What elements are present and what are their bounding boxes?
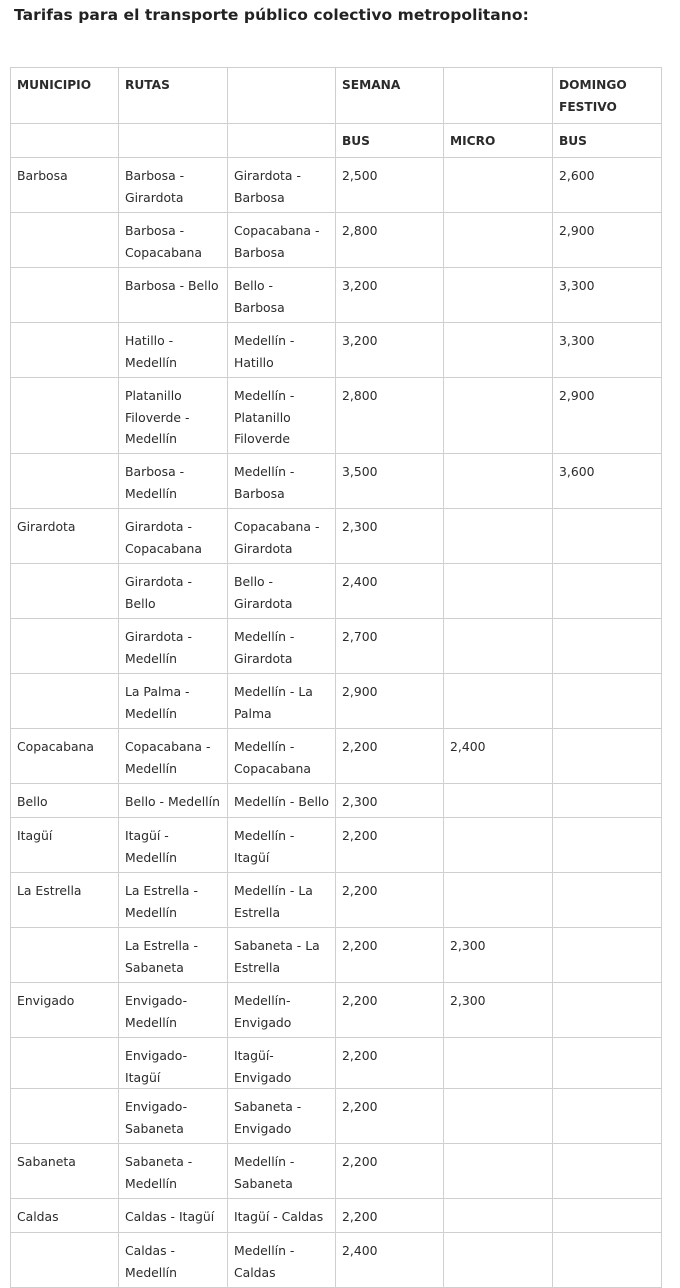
cell-ruta-ida: Caldas - Itagüí <box>119 1199 228 1233</box>
cell-domingo-bus <box>553 928 662 983</box>
table-row <box>11 1038 662 1089</box>
cell-semana-micro <box>444 674 553 729</box>
cell-ruta-vuelta: Medellín - Bello <box>228 784 336 818</box>
cell-ruta-ida: Barbosa - Medellín <box>119 454 228 509</box>
table-row <box>11 983 662 1038</box>
table-row <box>11 729 662 784</box>
cell-ruta-vuelta: Medellín - La Palma <box>228 674 336 729</box>
cell-semana-micro <box>444 1199 553 1233</box>
table-row <box>11 158 662 213</box>
cell-ruta-ida: Envigado- Medellín <box>119 983 228 1038</box>
cell-domingo-bus <box>553 1144 662 1199</box>
cell-ruta-vuelta: Medellín - La Estrella <box>228 873 336 928</box>
cell-ruta-vuelta: Copacabana - Barbosa <box>228 213 336 268</box>
cell-domingo-bus <box>553 1089 662 1144</box>
subheader-empty-1 <box>11 124 119 158</box>
cell-municipio <box>11 268 119 323</box>
cell-semana-bus: 2,200 <box>336 1144 444 1199</box>
cell-ruta-vuelta: Sabaneta - Envigado <box>228 1089 336 1144</box>
cell-municipio: Copacabana <box>11 729 119 784</box>
cell-ruta-vuelta: Medellín - Copacabana <box>228 729 336 784</box>
cell-semana-bus: 2,400 <box>336 564 444 619</box>
cell-municipio <box>11 674 119 729</box>
cell-ruta-ida: Barbosa - Girardota <box>119 158 228 213</box>
table-row <box>11 323 662 378</box>
table-row <box>11 619 662 674</box>
cell-municipio: Itagüí <box>11 818 119 873</box>
cell-ruta-ida: Barbosa - Copacabana <box>119 213 228 268</box>
cell-ruta-ida: Envigado-Itagüí <box>119 1038 228 1089</box>
cell-ruta-ida: Barbosa - Bello <box>119 268 228 323</box>
cell-semana-micro <box>444 619 553 674</box>
cell-semana-bus: 2,400 <box>336 1233 444 1288</box>
cell-municipio <box>11 1233 119 1288</box>
fares-table <box>10 67 662 1288</box>
cell-semana-micro <box>444 454 553 509</box>
subheader-micro: MICRO <box>444 124 553 158</box>
table-row <box>11 454 662 509</box>
page-title: Tarifas para el transporte público colectivo metropolitano: <box>14 6 529 24</box>
cell-ruta-vuelta: Medellín - Hatillo <box>228 323 336 378</box>
cell-semana-micro <box>444 213 553 268</box>
cell-municipio: Envigado <box>11 983 119 1038</box>
cell-ruta-vuelta: Medellín - Platanillo Filoverde <box>228 378 336 454</box>
cell-semana-micro <box>444 378 553 454</box>
table-row <box>11 1089 662 1144</box>
cell-domingo-bus <box>553 509 662 564</box>
table-row <box>11 818 662 873</box>
cell-semana-bus: 3,200 <box>336 268 444 323</box>
table-row <box>11 1144 662 1199</box>
cell-semana-bus: 2,200 <box>336 1038 444 1089</box>
table-row <box>11 378 662 454</box>
subheader-empty-2 <box>119 124 228 158</box>
cell-municipio: Girardota <box>11 509 119 564</box>
table-row <box>11 268 662 323</box>
subheader-bus: BUS <box>336 124 444 158</box>
cell-municipio <box>11 1038 119 1089</box>
cell-domingo-bus <box>553 873 662 928</box>
table-row <box>11 564 662 619</box>
cell-domingo-bus <box>553 784 662 818</box>
cell-domingo-bus: 2,600 <box>553 158 662 213</box>
cell-municipio <box>11 928 119 983</box>
cell-ruta-ida: Hatillo - Medellín <box>119 323 228 378</box>
cell-ruta-ida: Itagüí - Medellín <box>119 818 228 873</box>
cell-semana-bus: 2,200 <box>336 729 444 784</box>
cell-ruta-vuelta: Girardota - Barbosa <box>228 158 336 213</box>
cell-semana-bus: 2,200 <box>336 928 444 983</box>
cell-municipio: Bello <box>11 784 119 818</box>
cell-domingo-bus: 3,600 <box>553 454 662 509</box>
cell-domingo-bus: 2,900 <box>553 213 662 268</box>
cell-domingo-bus <box>553 1233 662 1288</box>
cell-semana-micro <box>444 784 553 818</box>
cell-semana-micro <box>444 509 553 564</box>
cell-ruta-vuelta: Bello - Girardota <box>228 564 336 619</box>
cell-semana-micro: 2,300 <box>444 928 553 983</box>
cell-ruta-ida: La Palma - Medellín <box>119 674 228 729</box>
cell-ruta-ida: Envigado- Sabaneta <box>119 1089 228 1144</box>
cell-ruta-ida: Girardota - Bello <box>119 564 228 619</box>
cell-domingo-bus <box>553 564 662 619</box>
cell-ruta-vuelta: Medellín- Envigado <box>228 983 336 1038</box>
cell-municipio: Barbosa <box>11 158 119 213</box>
cell-ruta-ida: Caldas - Medellín <box>119 1233 228 1288</box>
cell-semana-bus: 2,900 <box>336 674 444 729</box>
cell-ruta-vuelta: Bello - Barbosa <box>228 268 336 323</box>
table-row <box>11 213 662 268</box>
cell-semana-micro: 2,400 <box>444 729 553 784</box>
cell-municipio <box>11 323 119 378</box>
cell-domingo-bus: 3,300 <box>553 323 662 378</box>
cell-semana-bus: 2,200 <box>336 818 444 873</box>
header-semana-micro <box>444 68 553 124</box>
table-row <box>11 674 662 729</box>
cell-municipio <box>11 1089 119 1144</box>
cell-semana-micro <box>444 1233 553 1288</box>
cell-semana-bus: 2,700 <box>336 619 444 674</box>
cell-semana-bus: 2,200 <box>336 1199 444 1233</box>
cell-ruta-vuelta: Itagüí - Caldas <box>228 1199 336 1233</box>
cell-semana-bus: 2,300 <box>336 509 444 564</box>
table-row <box>11 873 662 928</box>
cell-semana-bus: 2,200 <box>336 1089 444 1144</box>
cell-ruta-ida: Platanillo Filoverde - Medellín <box>119 378 228 454</box>
cell-semana-bus: 2,500 <box>336 158 444 213</box>
cell-ruta-ida: La Estrella - Sabaneta <box>119 928 228 983</box>
cell-municipio: La Estrella <box>11 873 119 928</box>
cell-semana-micro: 2,300 <box>444 983 553 1038</box>
cell-semana-bus: 2,800 <box>336 213 444 268</box>
header-row <box>11 68 662 124</box>
cell-ruta-ida: Sabaneta - Medellín <box>119 1144 228 1199</box>
cell-ruta-vuelta: Copacabana - Girardota <box>228 509 336 564</box>
subheader-bus-domingo: BUS <box>553 124 662 158</box>
cell-semana-micro <box>444 818 553 873</box>
cell-municipio <box>11 213 119 268</box>
cell-domingo-bus <box>553 1199 662 1233</box>
cell-ruta-vuelta: Medellín - Barbosa <box>228 454 336 509</box>
header-domingo-festivo: DOMINGO FESTIVO <box>553 68 662 124</box>
cell-semana-bus: 3,200 <box>336 323 444 378</box>
cell-domingo-bus: 2,900 <box>553 378 662 454</box>
subheader-row <box>11 124 662 158</box>
cell-domingo-bus <box>553 729 662 784</box>
header-rutas-return <box>228 68 336 124</box>
header-rutas: RUTAS <box>119 68 228 124</box>
cell-semana-micro <box>444 323 553 378</box>
cell-domingo-bus <box>553 674 662 729</box>
cell-semana-bus: 2,200 <box>336 873 444 928</box>
cell-domingo-bus: 3,300 <box>553 268 662 323</box>
cell-ruta-vuelta: Medellín - Girardota <box>228 619 336 674</box>
cell-ruta-ida: Girardota - Copacabana <box>119 509 228 564</box>
cell-domingo-bus <box>553 983 662 1038</box>
cell-semana-bus: 2,300 <box>336 784 444 818</box>
cell-ruta-vuelta: Sabaneta - La Estrella <box>228 928 336 983</box>
subheader-empty-3 <box>228 124 336 158</box>
cell-domingo-bus <box>553 619 662 674</box>
header-municipio: MUNICIPIO <box>11 68 119 124</box>
cell-semana-micro <box>444 268 553 323</box>
cell-ruta-vuelta: Medellín - Caldas <box>228 1233 336 1288</box>
cell-ruta-ida: Girardota - Medellín <box>119 619 228 674</box>
table-row <box>11 1199 662 1233</box>
cell-semana-micro <box>444 1089 553 1144</box>
cell-municipio: Caldas <box>11 1199 119 1233</box>
fares-table-body <box>11 68 662 1288</box>
cell-municipio <box>11 378 119 454</box>
cell-municipio <box>11 454 119 509</box>
cell-semana-micro <box>444 1144 553 1199</box>
cell-ruta-ida: La Estrella - Medellín <box>119 873 228 928</box>
cell-municipio <box>11 564 119 619</box>
cell-semana-micro <box>444 158 553 213</box>
cell-domingo-bus <box>553 1038 662 1089</box>
cell-ruta-ida: Copacabana - Medellín <box>119 729 228 784</box>
cell-domingo-bus <box>553 818 662 873</box>
cell-semana-bus: 3,500 <box>336 454 444 509</box>
table-row <box>11 1233 662 1288</box>
cell-ruta-vuelta: Medellín - Sabaneta <box>228 1144 336 1199</box>
cell-semana-bus: 2,800 <box>336 378 444 454</box>
cell-municipio <box>11 619 119 674</box>
cell-ruta-vuelta: Itagüí-Envigado <box>228 1038 336 1089</box>
table-row <box>11 509 662 564</box>
cell-semana-micro <box>444 873 553 928</box>
cell-ruta-ida: Bello - Medellín <box>119 784 228 818</box>
cell-semana-micro <box>444 1038 553 1089</box>
table-row <box>11 784 662 818</box>
cell-semana-bus: 2,200 <box>336 983 444 1038</box>
cell-municipio: Sabaneta <box>11 1144 119 1199</box>
header-semana: SEMANA <box>336 68 444 124</box>
table-row <box>11 928 662 983</box>
cell-semana-micro <box>444 564 553 619</box>
cell-ruta-vuelta: Medellín - Itagüí <box>228 818 336 873</box>
